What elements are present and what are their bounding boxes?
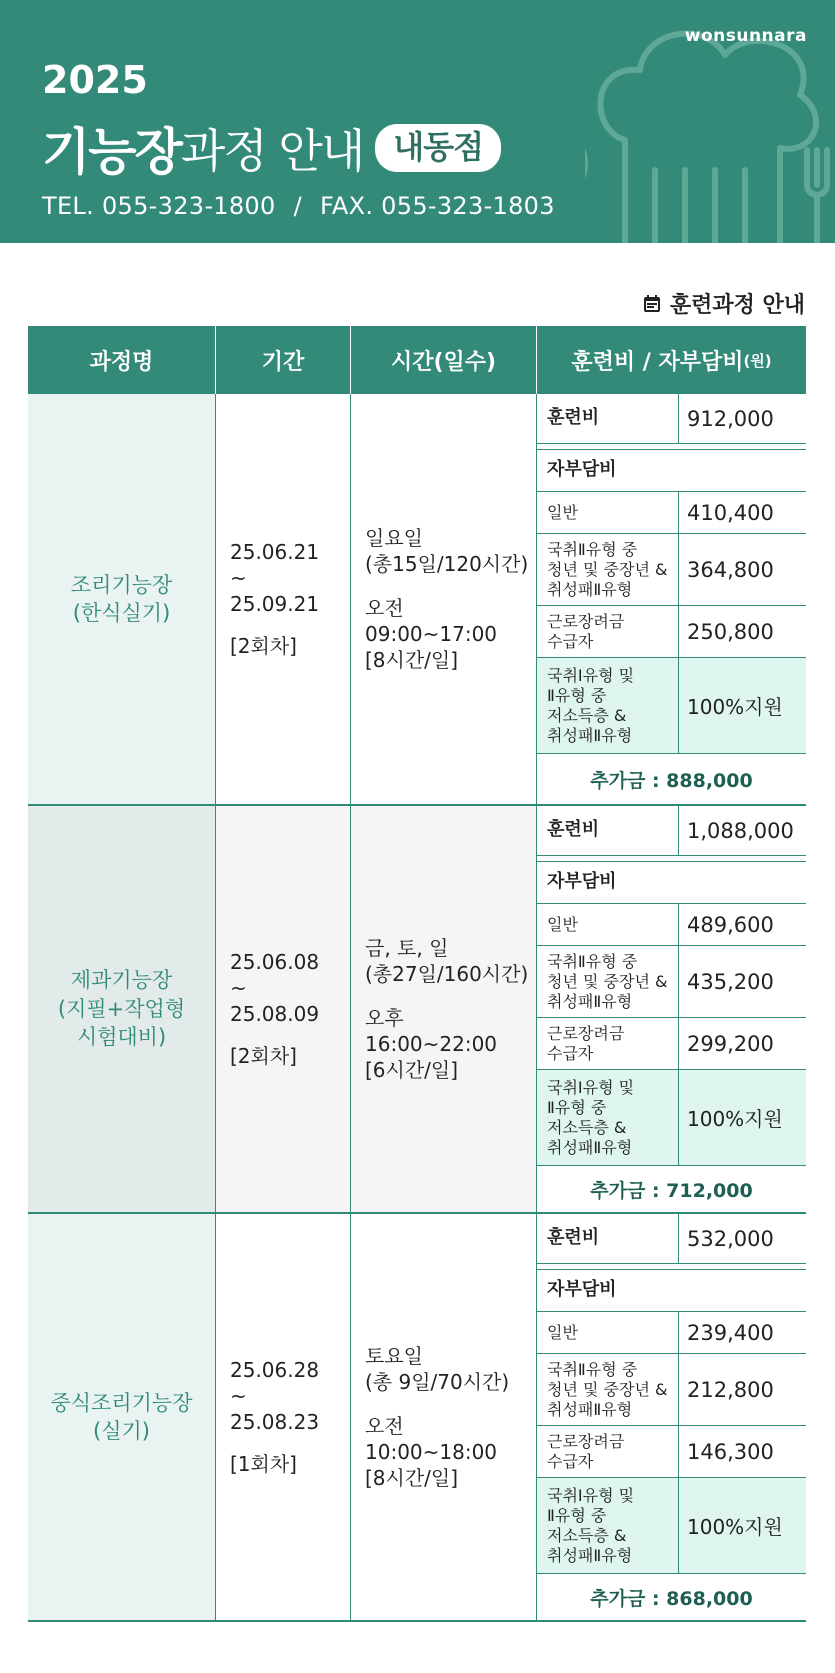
- course-row: [28, 1214, 806, 1622]
- course-period: [216, 806, 351, 1212]
- period-start: 25.06.28: [230, 1358, 320, 1382]
- fee-label: 근로장려금 수급자: [537, 606, 679, 657]
- fee-label: 일반: [537, 904, 679, 945]
- fee-row-general: [537, 1312, 806, 1354]
- period-tilde: ~: [230, 566, 247, 590]
- header-fee: [537, 326, 806, 394]
- contact-separator: /: [293, 192, 302, 220]
- fee-row-training: [537, 1214, 806, 1264]
- course-row: [28, 394, 806, 806]
- header-banner: [0, 0, 835, 243]
- fee-value: 364,800: [687, 557, 774, 582]
- fax-number: FAX. 055-323-1803: [319, 192, 555, 220]
- section-label-text: 훈련과정 안내: [669, 293, 805, 318]
- period-start: 25.06.21: [230, 540, 320, 564]
- hours-time: 오전 10:00~18:00: [365, 1414, 498, 1464]
- extra-fee: 추가금 : 712,000: [590, 1179, 753, 1202]
- fee-row-self-heading: [537, 862, 806, 904]
- fee-label: 자부담비: [547, 459, 617, 481]
- hours-days: 일요일: [365, 526, 423, 550]
- fee-row-full-support: [537, 658, 806, 754]
- course-hours: [351, 1214, 537, 1620]
- fee-row-training: [537, 394, 806, 444]
- fee-value: 1,088,000: [687, 818, 794, 843]
- period-end: 25.09.21: [230, 592, 320, 616]
- period-end: 25.08.09: [230, 1002, 320, 1026]
- fee-value: 146,300: [687, 1439, 774, 1464]
- fee-label: 일반: [537, 1312, 679, 1353]
- fee-value: 100%지원: [687, 1107, 783, 1131]
- hours-total: (총27일/160시간): [365, 962, 529, 986]
- fee-row-self-heading: [537, 450, 806, 492]
- fee-value: 239,400: [687, 1320, 774, 1345]
- period-tilde: ~: [230, 976, 247, 1000]
- page-title: [42, 112, 501, 184]
- branch-badge: 내동점: [375, 124, 501, 171]
- fee-value: 410,400: [687, 500, 774, 525]
- course-table: [28, 326, 806, 1622]
- course-row: [28, 806, 806, 1214]
- course-period: [216, 394, 351, 804]
- period-start: 25.06.08: [230, 950, 320, 974]
- period-tilde: ~: [230, 1384, 247, 1408]
- header-period: 기간: [216, 326, 351, 394]
- hours-total: (총 9일/70시간): [365, 1370, 510, 1394]
- course-period: [216, 1214, 351, 1620]
- fee-row-youth: [537, 946, 806, 1018]
- hours-total: (총15일/120시간): [365, 552, 529, 576]
- title-rest: 과정 안내: [180, 124, 364, 178]
- fee-row-youth: [537, 534, 806, 606]
- chef-hat-icon: [585, 20, 835, 243]
- year: 2025: [42, 58, 148, 102]
- fee-row-work-incentive: [537, 1426, 806, 1478]
- fee-label: 자부담비: [547, 1279, 617, 1301]
- course-fees: [537, 1214, 806, 1620]
- period-sessions: [1회차]: [230, 1452, 297, 1476]
- hours-per-day: [6시간/일]: [365, 1058, 459, 1082]
- fee-label: 훈련비: [537, 394, 679, 443]
- fee-row-youth: [537, 1354, 806, 1426]
- fee-row-full-support: [537, 1478, 806, 1574]
- tel-number: TEL. 055-323-1800: [42, 192, 276, 220]
- calendar-icon: [642, 294, 662, 314]
- brand-logo-text: wonsunnara: [684, 26, 807, 46]
- fee-value: 435,200: [687, 969, 774, 994]
- fee-label: 국취Ⅰ유형 및 Ⅱ유형 중 저소득층 & 취성패Ⅱ유형: [537, 658, 679, 753]
- fee-row-full-support: [537, 1070, 806, 1166]
- fee-value: 100%지원: [687, 1515, 783, 1539]
- course-name: 제과기능장 (지필+작업형 시험대비): [28, 806, 216, 1212]
- course-fees: [537, 806, 806, 1212]
- course-name: 중식조리기능장 (실기): [28, 1214, 216, 1620]
- course-hours: [351, 394, 537, 804]
- fee-label: 국취Ⅰ유형 및 Ⅱ유형 중 저소득층 & 취성패Ⅱ유형: [537, 1070, 679, 1165]
- extra-fee: 추가금 : 888,000: [590, 769, 753, 792]
- course-name: 조리기능장 (한식실기): [28, 394, 216, 804]
- period-sessions: [2회차]: [230, 634, 297, 658]
- fee-value: 532,000: [687, 1226, 774, 1251]
- header-hours: 시간(일수): [351, 326, 537, 394]
- table-header: [28, 326, 806, 394]
- fee-row-self-heading: [537, 1270, 806, 1312]
- fee-label: 근로장려금 수급자: [537, 1018, 679, 1069]
- fee-label: 국취Ⅱ유형 중 청년 및 중장년 & 취성패Ⅱ유형: [537, 534, 679, 605]
- hours-days: 금, 토, 일: [365, 936, 449, 960]
- fee-label: 국취Ⅱ유형 중 청년 및 중장년 & 취성패Ⅱ유형: [537, 946, 679, 1017]
- header-course: 과정명: [28, 326, 216, 394]
- title-bold: 기능장: [42, 123, 181, 181]
- hours-time: 오전 09:00~17:00: [365, 596, 498, 646]
- hours-time: 오후 16:00~22:00: [365, 1006, 498, 1056]
- header-fee-unit: (원): [743, 351, 772, 370]
- fee-label: 자부담비: [547, 871, 617, 893]
- period-sessions: [2회차]: [230, 1044, 297, 1068]
- fee-row-general: [537, 492, 806, 534]
- section-label: [642, 288, 805, 319]
- fee-value: 100%지원: [687, 695, 783, 719]
- fee-row-training: [537, 806, 806, 856]
- fee-value: 212,800: [687, 1377, 774, 1402]
- fee-value: 250,800: [687, 619, 774, 644]
- fee-label: 훈련비: [537, 1214, 679, 1263]
- header-fee-label: 훈련비 / 자부담비: [571, 349, 744, 375]
- fee-label: 훈련비: [537, 806, 679, 855]
- fee-row-work-incentive: [537, 1018, 806, 1070]
- extra-fee: 추가금 : 868,000: [590, 1587, 753, 1610]
- fee-label: 일반: [537, 492, 679, 533]
- fee-value: 912,000: [687, 406, 774, 431]
- period-end: 25.08.23: [230, 1410, 320, 1434]
- hours-days: 토요일: [365, 1344, 423, 1368]
- course-hours: [351, 806, 537, 1212]
- fee-label: 국취Ⅰ유형 및 Ⅱ유형 중 저소득층 & 취성패Ⅱ유형: [537, 1478, 679, 1573]
- fee-row-general: [537, 904, 806, 946]
- course-fees: [537, 394, 806, 804]
- fee-value: 299,200: [687, 1031, 774, 1056]
- fee-row-work-incentive: [537, 606, 806, 658]
- fee-label: 국취Ⅱ유형 중 청년 및 중장년 & 취성패Ⅱ유형: [537, 1354, 679, 1425]
- hours-per-day: [8시간/일]: [365, 648, 459, 672]
- contact-line: [42, 192, 555, 220]
- hours-per-day: [8시간/일]: [365, 1466, 459, 1490]
- fee-label: 근로장려금 수급자: [537, 1426, 679, 1477]
- fee-value: 489,600: [687, 912, 774, 937]
